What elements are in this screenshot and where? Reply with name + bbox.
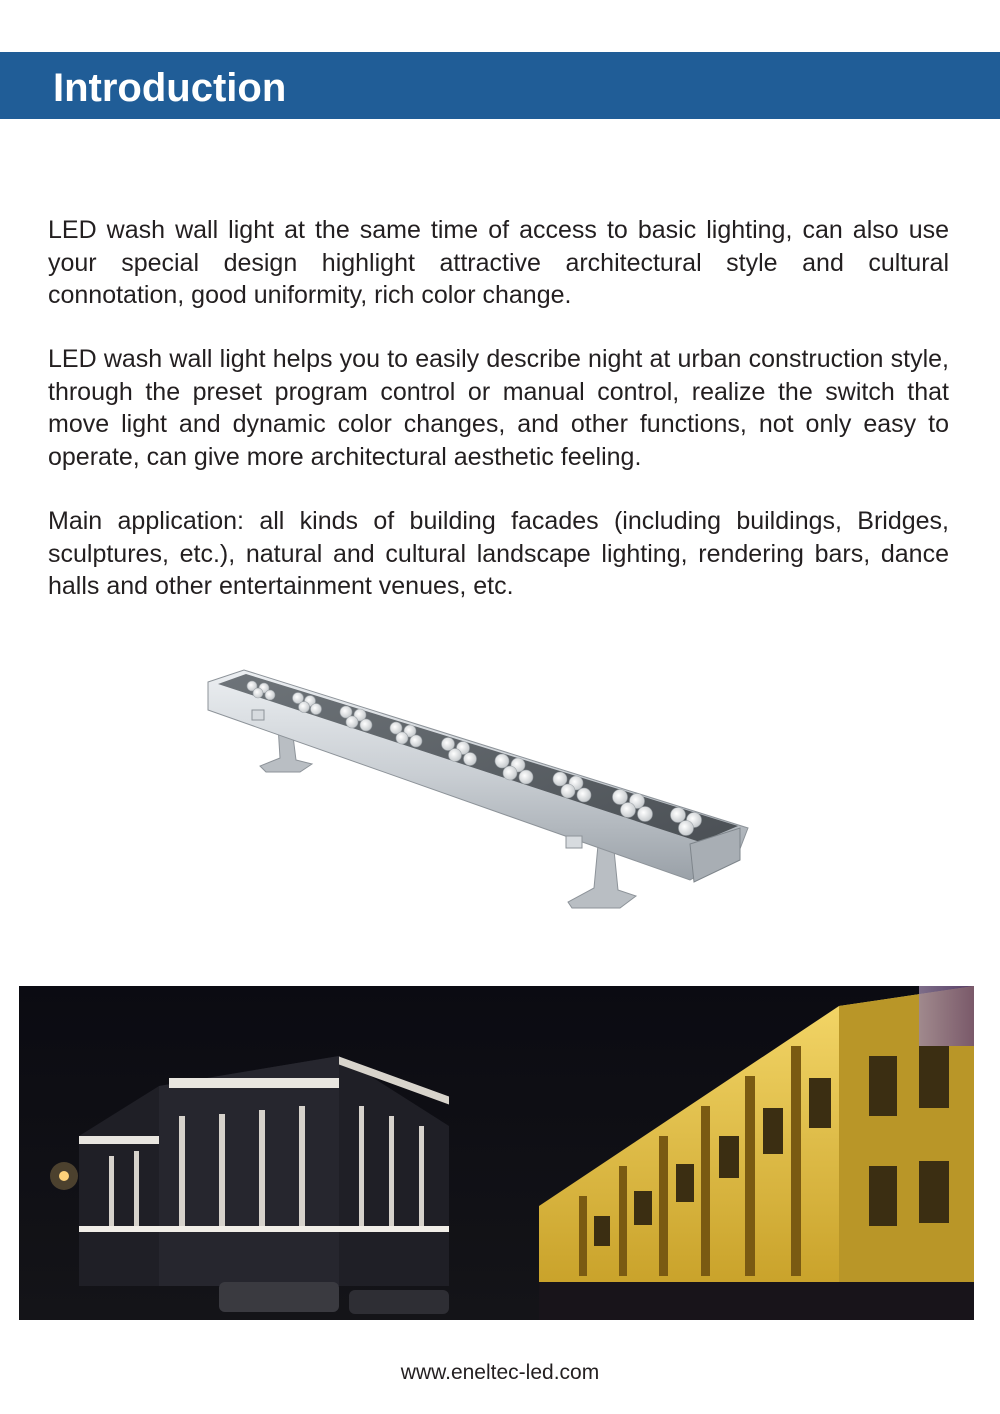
footer-website-url: www.eneltec-led.com xyxy=(400,1361,600,1384)
page-title: Introduction xyxy=(53,66,287,110)
paragraph-text: LED wash wall light at the same time of access to basic lighting, can also use your special design highlight attractive architectural style and cultural connotation, good uniformity, rich color change. xyxy=(48,216,949,309)
intro-paragraph-2 xyxy=(48,343,949,473)
intro-paragraph-1 xyxy=(48,214,949,312)
paragraph-text: LED wash wall light helps you to easily describe night at urban construction style, through the preset program control or manual control, realize the switch that move light and dynamic color changes, and other functions, not only easy to operate, can give more architectural aesthetic feeling. xyxy=(48,345,949,471)
paragraph-text: Main application: all kinds of building facades (including buildings, Bridges, sculptures, etc.), natural and cultural landscape lighting, rendering bars, dance halls and other entertainment venues, etc. xyxy=(48,507,949,600)
building-facade-night-photo xyxy=(19,986,974,1320)
led-wall-washer-image xyxy=(200,660,750,920)
intro-paragraph-3 xyxy=(48,505,949,603)
